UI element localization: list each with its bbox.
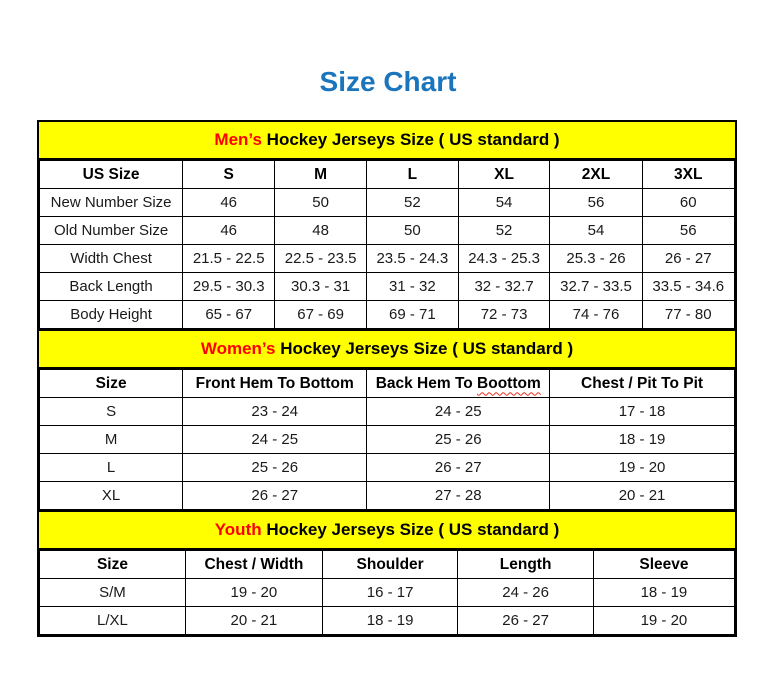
banner-highlight: Men’s: [214, 130, 262, 149]
header-row: [40, 551, 735, 579]
table-cell: 54: [550, 217, 642, 245]
table-cell: 18 - 19: [322, 607, 458, 635]
column-header: L: [366, 161, 458, 189]
column-header: Chest / Width: [185, 551, 322, 579]
column-header: Sleeve: [593, 551, 734, 579]
table-cell: 48: [275, 217, 367, 245]
table-cell: 25.3 - 26: [550, 245, 642, 273]
table-cell: 18 - 19: [550, 426, 735, 454]
table-row: [40, 301, 735, 329]
table-row: [40, 482, 735, 510]
table-row: [40, 454, 735, 482]
table-cell: 56: [550, 189, 642, 217]
table-cell: 20 - 21: [550, 482, 735, 510]
header-row: [40, 370, 735, 398]
table-section-womens: [39, 329, 735, 510]
banner-highlight: Youth: [214, 520, 262, 539]
column-header: Back Hem To Boottom: [367, 370, 550, 398]
row-label: Old Number Size: [40, 217, 183, 245]
table-cell: 16 - 17: [322, 579, 458, 607]
table-cell: 69 - 71: [366, 301, 458, 329]
column-header: Shoulder: [322, 551, 458, 579]
column-header: 2XL: [550, 161, 642, 189]
table-cell: 60: [642, 189, 734, 217]
table-cell: 50: [366, 217, 458, 245]
table-cell: 23 - 24: [183, 398, 367, 426]
table-cell: 72 - 73: [458, 301, 550, 329]
table-cell: 46: [183, 217, 275, 245]
table-cell: 56: [642, 217, 734, 245]
table-banner-womens: [39, 329, 735, 369]
womens-size-table: [39, 369, 735, 510]
table-cell: 74 - 76: [550, 301, 642, 329]
column-header: Size: [40, 370, 183, 398]
banner-text: Hockey Jerseys Size ( US standard ): [261, 520, 560, 539]
spellcheck-squiggle-word: Boottom: [477, 374, 541, 392]
table-cell: 24.3 - 25.3: [458, 245, 550, 273]
table-row: [40, 189, 735, 217]
table-section-mens: [39, 122, 735, 329]
table-cell: 32.7 - 33.5: [550, 273, 642, 301]
table-cell: 30.3 - 31: [275, 273, 367, 301]
table-cell: 25 - 26: [367, 426, 550, 454]
column-header: 3XL: [642, 161, 734, 189]
table-cell: 19 - 20: [550, 454, 735, 482]
column-header: M: [275, 161, 367, 189]
table-cell: 50: [275, 189, 367, 217]
size-chart-tables: [37, 120, 737, 637]
table-cell: 52: [458, 217, 550, 245]
table-cell: 65 - 67: [183, 301, 275, 329]
table-cell: 24 - 25: [367, 398, 550, 426]
table-cell: 27 - 28: [367, 482, 550, 510]
page-title: Size Chart: [319, 66, 457, 97]
row-label: New Number Size: [40, 189, 183, 217]
column-header: XL: [458, 161, 550, 189]
table-row: [40, 579, 735, 607]
table-cell: 26 - 27: [367, 454, 550, 482]
row-label: XL: [40, 482, 183, 510]
table-cell: 20 - 21: [185, 607, 322, 635]
table-row: [40, 273, 735, 301]
banner-text: Hockey Jerseys Size ( US standard ): [261, 130, 560, 149]
row-label: S/M: [40, 579, 186, 607]
column-header: Length: [458, 551, 594, 579]
table-cell: 32 - 32.7: [458, 273, 550, 301]
table-cell: 24 - 25: [183, 426, 367, 454]
table-banner-youth: [39, 510, 735, 550]
row-label: Width Chest: [40, 245, 183, 273]
table-cell: 67 - 69: [275, 301, 367, 329]
mens-size-table: [39, 160, 735, 329]
table-cell: 52: [366, 189, 458, 217]
table-cell: 54: [458, 189, 550, 217]
table-cell: 19 - 20: [185, 579, 322, 607]
column-header: Chest / Pit To Pit: [550, 370, 735, 398]
banner-text: Hockey Jerseys Size ( US standard ): [275, 339, 574, 358]
header-row: [40, 161, 735, 189]
row-label: Body Height: [40, 301, 183, 329]
table-cell: 19 - 20: [593, 607, 734, 635]
table-cell: 26 - 27: [458, 607, 594, 635]
table-cell: 26 - 27: [642, 245, 734, 273]
column-header: S: [183, 161, 275, 189]
column-header: Front Hem To Bottom: [183, 370, 367, 398]
table-row: [40, 245, 735, 273]
table-cell: 21.5 - 22.5: [183, 245, 275, 273]
table-cell: 23.5 - 24.3: [366, 245, 458, 273]
row-label: L: [40, 454, 183, 482]
table-row: [40, 217, 735, 245]
table-row: [40, 607, 735, 635]
row-label: L/XL: [40, 607, 186, 635]
table-cell: 17 - 18: [550, 398, 735, 426]
column-header: US Size: [40, 161, 183, 189]
table-section-youth: [39, 510, 735, 635]
table-banner-mens: [39, 122, 735, 160]
table-cell: 46: [183, 189, 275, 217]
table-row: [40, 426, 735, 454]
table-cell: 29.5 - 30.3: [183, 273, 275, 301]
table-cell: 26 - 27: [183, 482, 367, 510]
row-label: S: [40, 398, 183, 426]
banner-highlight: Women’s: [200, 339, 276, 358]
table-cell: 33.5 - 34.6: [642, 273, 734, 301]
table-cell: 18 - 19: [593, 579, 734, 607]
row-label: Back Length: [40, 273, 183, 301]
column-header: Size: [40, 551, 186, 579]
youth-size-table: [39, 550, 735, 635]
table-cell: 77 - 80: [642, 301, 734, 329]
table-cell: 31 - 32: [366, 273, 458, 301]
table-cell: 24 - 26: [458, 579, 594, 607]
table-cell: 25 - 26: [183, 454, 367, 482]
row-label: M: [40, 426, 183, 454]
table-row: [40, 398, 735, 426]
table-cell: 22.5 - 23.5: [275, 245, 367, 273]
